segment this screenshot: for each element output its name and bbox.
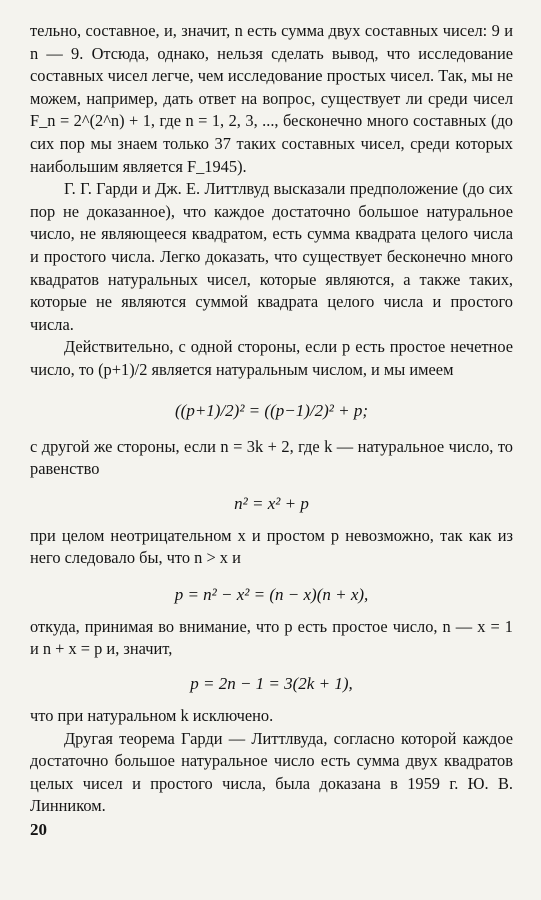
formula-2: n² = x² + p xyxy=(234,493,309,513)
paragraph-4: с другой же стороны, если n = 3k + 2, где k — натуральное число, то равенство xyxy=(30,436,513,479)
paragraph-6: откуда, принимая во внимание, что p есть простое число, n — x = 1 и n + x = p и, значит, xyxy=(30,616,513,659)
paragraph-8: Другая теорема Гарди — Литтлвуда, согласно которой каждое достаточно большое натуральное число есть сумма двух квадратов целых чисел и простого числа, была доказана в 1959 г. Ю. В. Линником. xyxy=(30,728,513,816)
paragraph-1: тельно, составное, и, значит, n есть сумма двух составных чисел: 9 и n — 9. Отсюда, однако, нельзя сделать вывод, что исследование составных чисел легче, чем исследование простых чисел. Так, мы не можем, например, дать ответ на вопрос, существует ли среди чисел F_n = 2^(2^n) + 1, где n = 1, 2, 3, ..., бесконечно много составных (до сих пор мы знаем только 37 таких составных чисел, среди которых наибольшим является F_1945). xyxy=(30,21,513,176)
paragraph-5: при целом неотрицательном x и простом p невозможно, так как из него следовало бы, что n > x и xyxy=(30,525,513,568)
formula-3: p = n² − x² = (n − x)(n + x), xyxy=(174,584,369,604)
page-number: 20 xyxy=(30,820,47,839)
paragraph-2: Г. Г. Гарди и Дж. Е. Литтлвуд высказали предположение (до сих пор не доказанное), что каждое достаточно большое натуральное число, не являющееся квадратом, есть сумма квадрата целого числа и простого числа. Легко доказать, что существует бесконечно много квадратов натуральных чисел, которые являются, а также таких, которые не являются суммой квадрата целого числа и простого числа. xyxy=(30,179,513,334)
formula-4: p = 2n − 1 = 3(2k + 1), xyxy=(190,674,353,694)
paragraph-3: Действительно, с одной стороны, если p есть простое нечетное число, то (p+1)/2 является натуральным числом, и мы имеем xyxy=(30,337,513,379)
formula-1: ((p+1)/2)² = ((p−1)/2)² + p; xyxy=(175,400,368,420)
paragraph-7: что при натуральном k исключено. xyxy=(30,706,274,726)
